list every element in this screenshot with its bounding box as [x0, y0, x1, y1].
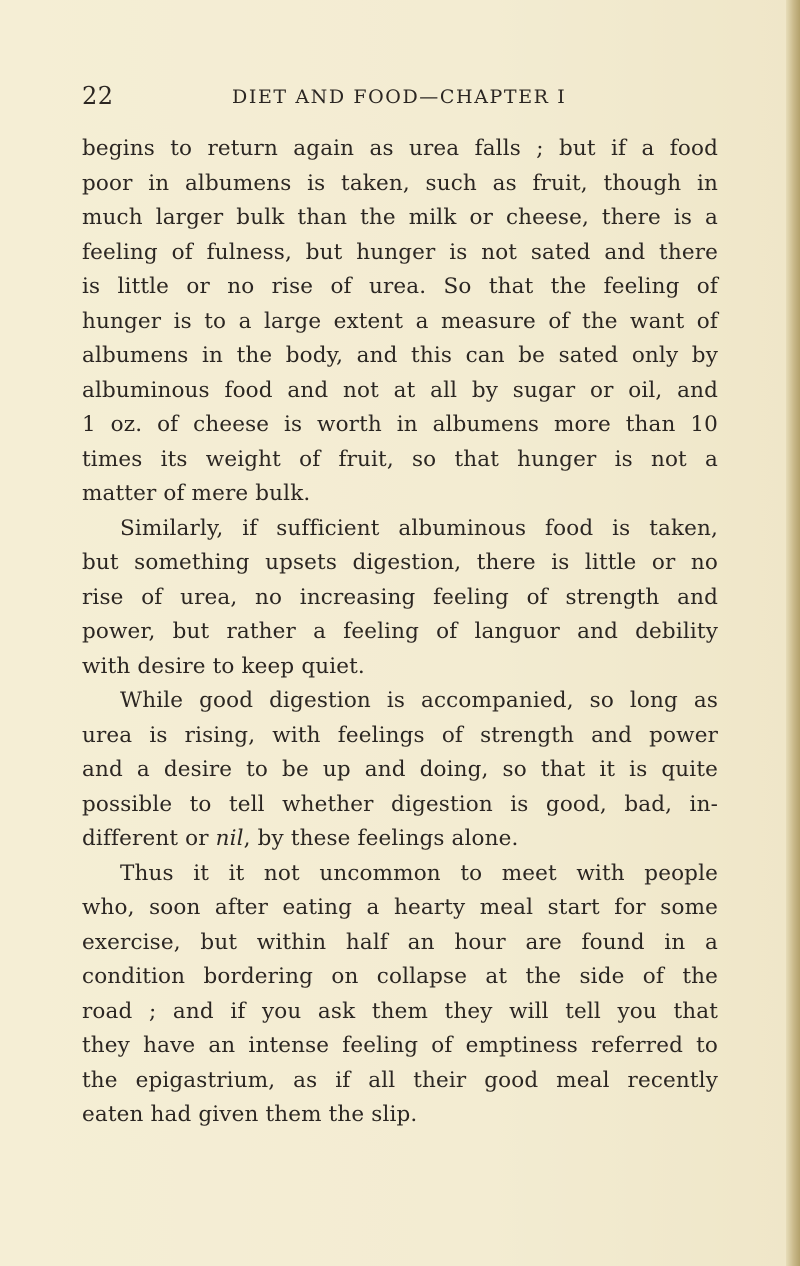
- text-line: eaten had given them the slip.: [82, 1102, 418, 1127]
- page-edge-shadow: [786, 0, 800, 1266]
- text-line: condition bordering on collapse at the side of the: [82, 964, 718, 989]
- text-line: who, soon after eating a hearty meal start for some: [82, 895, 718, 920]
- text-line: they have an intense feeling of emptiness referred to: [82, 1033, 718, 1058]
- text-line: 1 oz. of cheese is worth in albumens more than 10: [82, 412, 718, 437]
- italic-term: nil: [215, 826, 244, 851]
- paragraph-start-line: While good digestion is accompanied, so long as: [120, 688, 718, 713]
- text-line: rise of urea, no increasing feeling of strength and: [82, 584, 718, 610]
- paragraph-start-line: Thus it it not uncommon to meet with people: [120, 860, 718, 886]
- text-line: power, but rather a feeling of languor and debility: [82, 619, 718, 644]
- page-number: 22: [82, 82, 114, 110]
- text-line: the epigastrium, as if all their good meal recently: [82, 1067, 718, 1093]
- text-line: road ; and if you ask them they will tell you that: [82, 998, 718, 1024]
- text-line: [82, 822, 718, 857]
- text-line: hunger is to a large extent a measure of the want of: [82, 308, 718, 334]
- running-head: DIET AND FOOD—CHAPTER I: [232, 86, 567, 108]
- text-segment: different or: [82, 826, 216, 851]
- text-line: with desire to keep quiet.: [82, 653, 365, 679]
- text-line: exercise, but within half an hour are found in a: [82, 929, 718, 955]
- paragraph-start-line: Similarly, if sufficient albuminous food is taken,: [120, 515, 718, 541]
- text-line: but something upsets digestion, there is little or no: [82, 550, 718, 575]
- text-line: possible to tell whether digestion is good, bad, in-: [82, 791, 718, 817]
- text-line: is little or no rise of urea. So that the feeling of: [82, 274, 718, 299]
- text-line: feeling of fulness, but hunger is not sated and there: [82, 239, 718, 265]
- body-text: [82, 132, 718, 1133]
- page-header: [82, 82, 722, 118]
- text-line: begins to return again as urea falls ; but if a food: [82, 136, 718, 161]
- text-line: poor in albumens is taken, such as fruit, though in: [82, 170, 718, 196]
- text-line: and a desire to be up and doing, so that it is quite: [82, 757, 718, 782]
- text-line: albumens in the body, and this can be sated only by: [82, 343, 718, 368]
- text-line: matter of mere bulk.: [82, 481, 311, 506]
- text-line: much larger bulk than the milk or cheese, there is a: [82, 205, 718, 230]
- text-line: urea is rising, with feelings of strength and power: [82, 722, 718, 748]
- text-segment: , by these feelings alone.: [243, 826, 519, 851]
- text-line: albuminous food and not at all by sugar or oil, and: [82, 377, 718, 403]
- text-line: times its weight of fruit, so that hunger is not a: [82, 446, 718, 472]
